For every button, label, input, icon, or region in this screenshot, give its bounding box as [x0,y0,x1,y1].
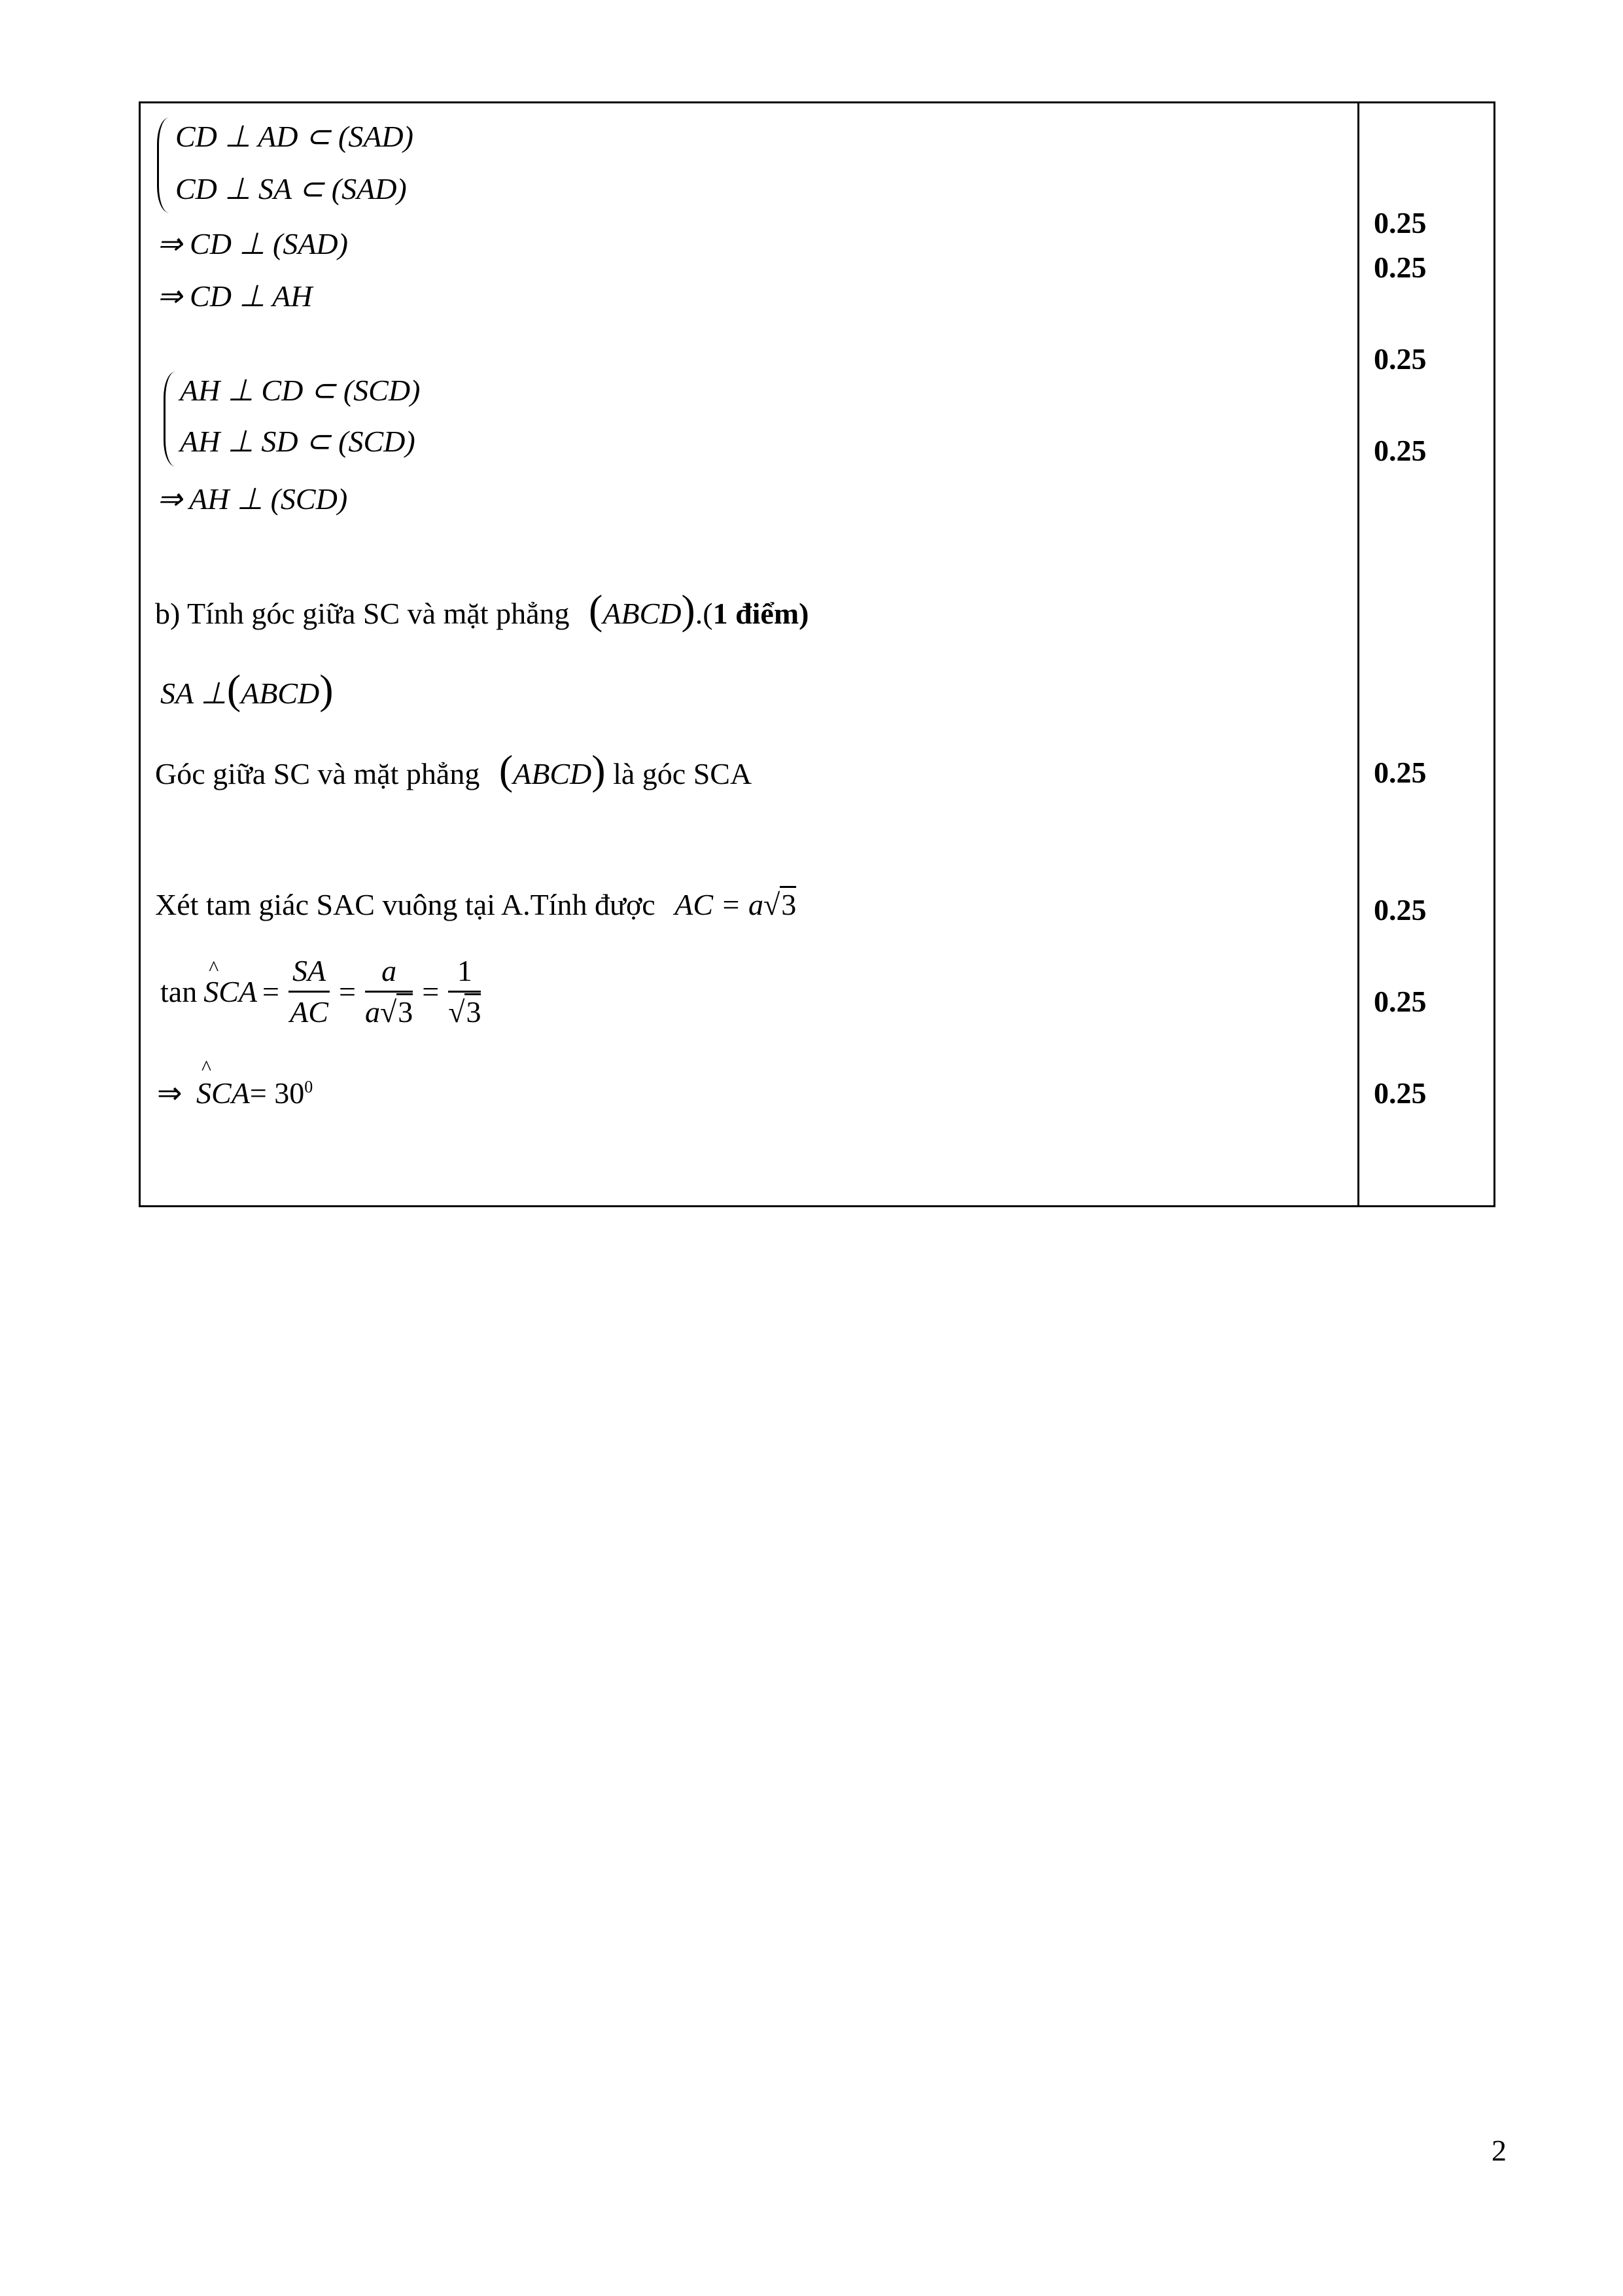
implication-1: ⇒ CD ⊥ (SAD) [157,227,348,260]
system2-line1: AH ⊥ CD ⊂ (SCD) [180,374,421,407]
ac-value: AC = a [674,888,764,921]
part-b-heading-plane: ABCD [602,597,682,630]
perp-left: SA ⊥ [160,677,227,710]
score-5: 0.25 [1374,756,1427,789]
fraction-sa-ac [288,955,330,1029]
score-8: 0.25 [1374,1076,1427,1110]
fraction-1-sqrt3: $\frac{1}{√3}$ [448,954,481,1029]
implication-2: ⇒ CD ⊥ AH [157,279,313,313]
angle-plane: ABCD [513,757,592,790]
score-1: 0.25 [1374,206,1427,239]
system1-line2: CD ⊥ SA ⊂ (SAD) [175,172,407,205]
frac2-den-root: 3 [396,993,413,1029]
triangle-statement: Xét tam giác SAC vuông tại A.Tính được AC = a√3 [155,890,796,920]
implication-3: ⇒ AH ⊥ (SCD) [157,482,348,516]
system-brace-1 [157,118,169,213]
result-degree: 0 [304,1077,313,1097]
part-b-heading-suffix: .( [695,597,713,630]
angle-statement: Góc giữa SC và mặt phẳng (ABCD) là góc SCA [155,747,752,793]
perpendicular-statement: SA ⊥(ABCD) [160,666,334,713]
angle-suffix: là góc SCA [613,757,752,790]
score-7: 0.25 [1374,985,1427,1018]
score-2: 0.25 [1374,251,1427,284]
part-b-points: 1 điểm) [712,597,809,630]
tan-angle: ^ SCA [203,977,257,1007]
result-arrow: ⇒ [157,1076,183,1110]
part-b-heading-text: b) Tính góc giữa SC và mặt phẳng [155,597,570,630]
answer-table [139,101,1495,1207]
result-value: = 30 [249,1076,305,1110]
frac3-den-root: 3 [464,993,481,1029]
perp-plane: ABCD [241,677,320,710]
frac3-numerator: 1 [448,955,481,993]
result-angle: ^ SCA [196,1076,250,1110]
page-number: 2 [1492,2134,1507,2167]
system2-line2: AH ⊥ SD ⊂ (SCD) [180,425,415,458]
frac1-denominator: AC [290,995,328,1029]
column-divider [1357,103,1359,1205]
system-brace-2 [164,372,176,467]
tan-label: tan [160,974,198,1008]
system1-line1: CD ⊥ AD ⊂ (SAD) [175,120,413,153]
score-6: 0.25 [1374,893,1427,927]
ac-root: 3 [780,886,796,921]
fraction-a-asqrt3: $\frac{a}{a√3}$ [365,954,413,1029]
angle-text: Góc giữa SC và mặt phẳng [155,757,480,790]
frac1-numerator: SA [288,955,330,993]
result-statement [157,1078,313,1108]
frac2-den-a: a [365,995,380,1029]
frac2-numerator: a [365,955,413,993]
part-b-heading: b) Tính góc giữa SC và mặt phẳng (ABCD).(1 điểm) [155,586,809,633]
triangle-text: Xét tam giác SAC vuông tại A.Tính được [155,888,655,921]
score-4: 0.25 [1374,434,1427,467]
tan-formula: tan ^ SCA = $\frac{SA}{AC}$ = $\frac{a}{a√3}$ = $\frac{1}{√3}$ [160,955,485,1029]
score-3: 0.25 [1374,342,1427,376]
